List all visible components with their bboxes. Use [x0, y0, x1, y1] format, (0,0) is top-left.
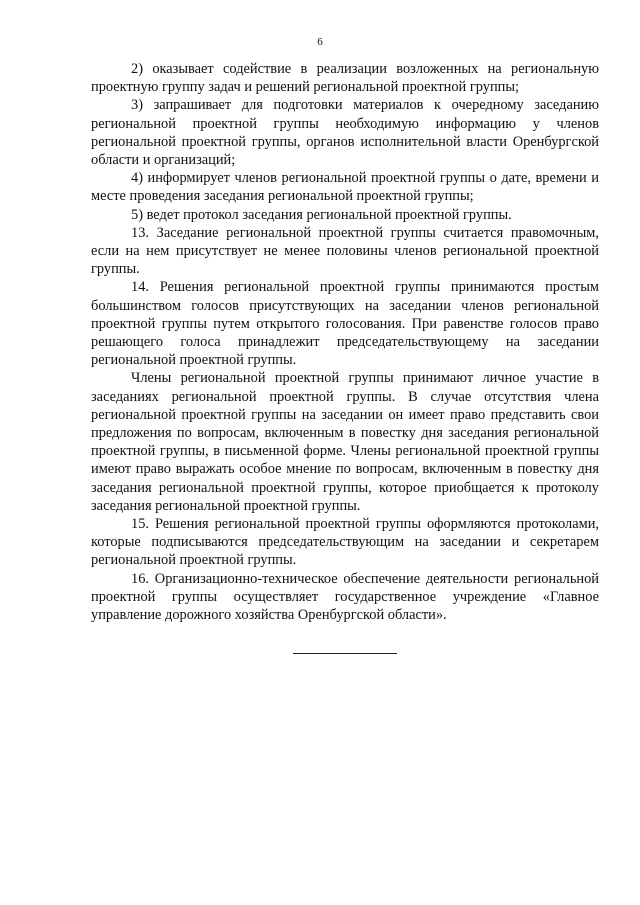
document-body [91, 60, 599, 624]
paragraph-item-3: 3) запрашивает для подготовки материалов к очередному заседанию региональной проектной группы необходимую информацию у членов региональной проектной группы, органов исполнительной власти Оренбургской области и организаций; [91, 97, 599, 169]
paragraph-clause-16: 16. Организационно-техническое обеспечение деятельности региональной проектной группы осуществляет государственное учреждение «Главное управление дорожного хозяйства Оренбургской области». [91, 570, 599, 624]
paragraph-clause-15: 15. Решения региональной проектной группы оформляются протоколами, которые подписываются председательствующим на заседании и секретарем региональной проектной группы. [91, 516, 599, 569]
paragraph-item-4: 4) информирует членов региональной проектной группы о дате, времени и месте проведения заседания региональной проектной группы; [91, 170, 599, 205]
end-separator-line [293, 653, 397, 654]
paragraph-members-participation: Члены региональной проектной группы принимают личное участие в заседаниях региональной проектной группы. В случае отсутствия члена региональной проектной группы на заседании он имеет право представить свои предложения по вопросам, включенным в повестку дня заседания региональной проектной группы, в письменной форме. Члены региональной проектной группы имеют право выражать особое мнение по вопросам, включенным в повестку дня заседания региональной проектной группы, которое приобщается к протоколу заседания региональной проектной группы. [91, 370, 599, 514]
paragraph-item-5: 5) ведет протокол заседания региональной проектной группы. [131, 206, 512, 223]
page-number: 6 [317, 36, 323, 48]
paragraph-clause-13: 13. Заседание региональной проектной группы считается правомочным, если на нем присутствует не менее половины членов региональной проектной группы. [91, 224, 599, 278]
paragraph-clause-14: 14. Решения региональной проектной группы принимаются простым большинством голосов присутствующих на заседании членов региональной проектной группы путем открытого голосования. При равенстве голосов право решающего голоса принадлежит председательствующему на заседании региональной проектной группы. [91, 279, 599, 369]
paragraph-item-2: 2) оказывает содействие в реализации возложенных на региональную проектную группу задач и решений региональной проектной группы; [91, 61, 599, 96]
